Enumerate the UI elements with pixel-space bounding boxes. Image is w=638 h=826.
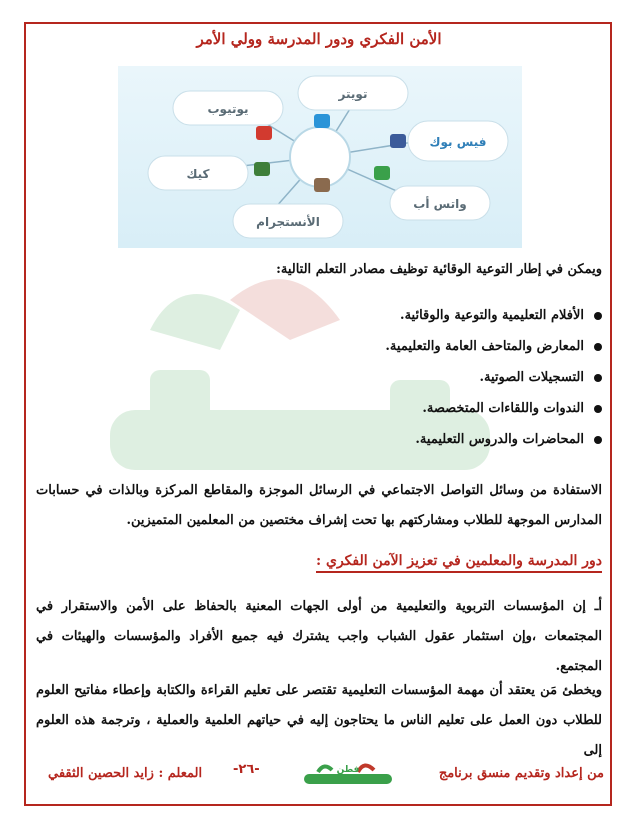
bullet-icon xyxy=(594,312,602,320)
list-item-text: الندوات واللقاءات المتخصصة. xyxy=(422,400,584,416)
footer-credit: من إعداد وتقديم منسق برنامج xyxy=(438,766,604,781)
hero-label-youtube: يوتيوب xyxy=(207,102,249,116)
list-item xyxy=(385,424,602,455)
bullet-icon xyxy=(594,405,602,413)
page-footer xyxy=(28,762,610,788)
footer-teacher: المعلم : زايد الحصين الثقفي xyxy=(48,766,203,781)
hero-label-instagram: الأنستجرام xyxy=(256,215,320,229)
paragraph-misconception: ويخطئ مَن يعتقد أن مهمة المؤسسات التعليمية تقتصر على تعليم القراءة والكتابة وإعطاء مفاتيح العلوم للطلاب دون العمل على تعليم الناس ما يحتاجون إليه في حياتهم العلمية والعملية ، وترجمة هذه العلوم إلى xyxy=(36,683,602,758)
list-item xyxy=(385,300,602,331)
fatin-logo xyxy=(298,760,398,788)
hero-label-keek: كيك xyxy=(186,167,210,181)
hero-label-twitter: تويتر xyxy=(338,87,368,101)
learning-sources-list xyxy=(385,300,602,455)
logo-text: فطن xyxy=(336,765,360,775)
list-item xyxy=(385,331,602,362)
youtube-icon xyxy=(173,91,283,140)
twitter-icon xyxy=(298,76,408,128)
list-item-text: المعارض والمتاحف العامة والتعليمية. xyxy=(385,338,584,354)
hero-label-whatsapp: واتس أب xyxy=(413,197,467,211)
section-heading: دور المدرسة والمعلمين في تعزيز الآمن الفكري : xyxy=(316,553,602,573)
whatsapp-icon xyxy=(374,166,490,220)
page-title: الأمن الفكري ودور المدرسة وولي الأمر xyxy=(196,30,442,48)
list-item-text: الأفلام التعليمية والتوعية والوقائية. xyxy=(400,307,584,323)
list-item xyxy=(385,362,602,393)
bullet-icon xyxy=(594,343,602,351)
keek-icon xyxy=(148,156,270,190)
list-item-text: التسجيلات الصوتية. xyxy=(479,369,584,385)
bullet-icon xyxy=(594,374,602,382)
paragraph-institutions: أـ إن المؤسسات التربوية والتعليمية من أولى الجهات المعنية بالحفاظ على الأمن والاستقرار في المجتمعات ،وإن استثمار عقول الشباب واجب يشترك فيه جميع الأفراد والمؤسسات والهيئات في المجتمع. xyxy=(36,599,602,674)
facebook-icon xyxy=(390,121,508,161)
bullet-icon xyxy=(594,436,602,444)
intro-text: ويمكن في إطار التوعية الوقائية توظيف مصادر التعلم التالية: xyxy=(276,262,602,277)
social-media-diagram xyxy=(118,66,522,248)
list-item-text: المحاضرات والدروس التعليمية. xyxy=(415,431,584,447)
page-number: -٢٦- xyxy=(233,762,260,777)
instagram-icon xyxy=(233,178,343,238)
paragraph-social-media: الاستفادة من وسائل التواصل الاجتماعي في الرسائل الموجزة والمقاطع المركزة وبالذات في حسابات المدارس الموجهة للطلاب ومشاركتهم بها تحت إشراف مختصين من المعلمين المتميزين. xyxy=(36,483,602,528)
list-item xyxy=(385,393,602,424)
hero-label-facebook: فيس بوك xyxy=(429,135,487,149)
